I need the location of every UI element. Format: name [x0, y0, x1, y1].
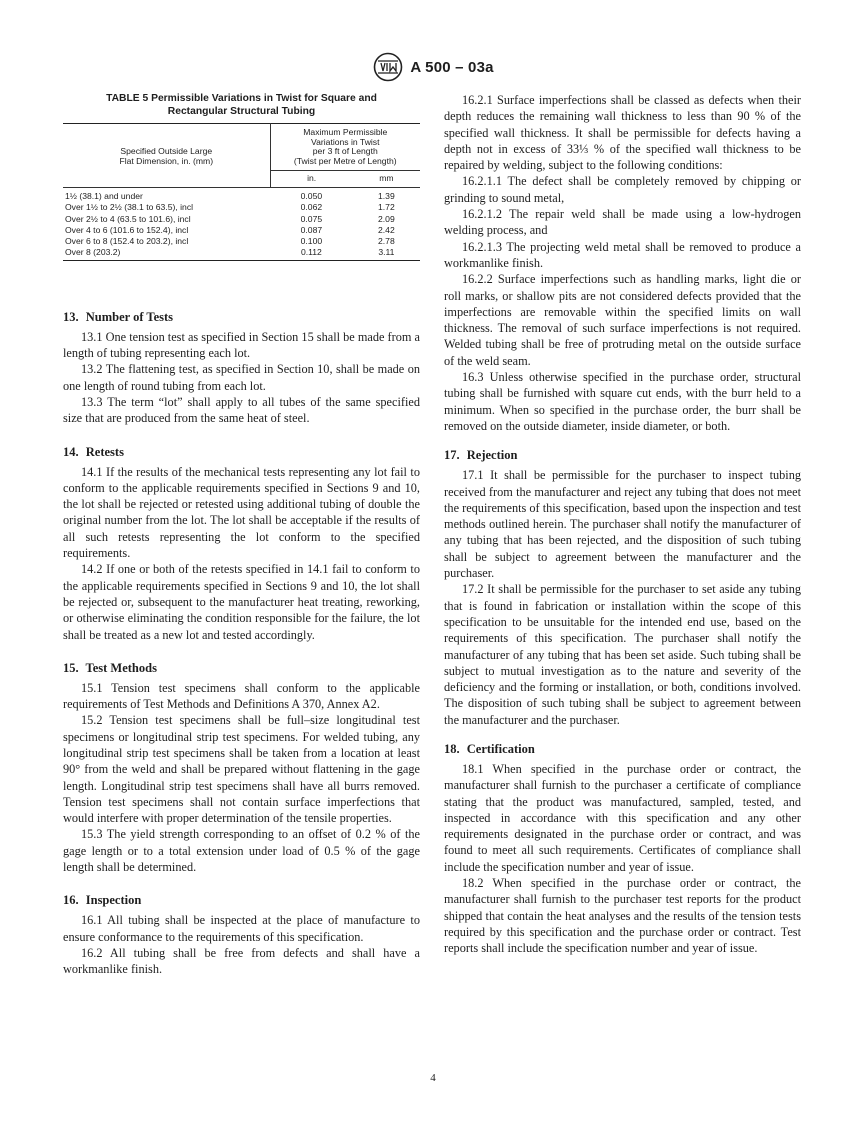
dimension-cell: 1½ (38.1) and under: [65, 190, 143, 201]
table-row: [63, 236, 420, 247]
paragraph-13-1: 13.1 One tension test as specified in Section 15 shall be made from a length of tubing representing each lot.: [63, 329, 420, 361]
twist-mm-cell: 3.11: [353, 247, 420, 260]
twist-in-cell: 0.075: [300, 213, 323, 224]
col2-header-line-1: Maximum Permissible: [303, 127, 388, 137]
paragraph-13-3: 13.3 The term “lot” shall apply to all tubes of the same specified size that are produced from the same heat of steel.: [63, 394, 420, 426]
twist-in-cell: 0.100: [300, 236, 323, 247]
section-17-heading: [444, 447, 801, 463]
right-column: [444, 92, 801, 957]
paragraph-16-2-1-2: 16.2.1.2 The repair weld shall be made using a low-hydrogen welding process, and: [444, 207, 801, 238]
section-title: Rejection: [466, 448, 518, 463]
page-number: 4: [430, 1072, 436, 1084]
section-number: 16.: [63, 893, 79, 908]
section-title: Number of Tests: [85, 309, 174, 324]
table-row: [63, 187, 420, 202]
dimension-cell: Over 8 (203.2): [63, 247, 270, 260]
document-designation: A 500 – 03a: [410, 58, 494, 76]
col1-header-line-1: Specified Outside Large: [120, 146, 213, 157]
section-number: 14.: [63, 444, 79, 459]
paragraph-18-2: 18.2 When specified in the purchase order or contract, the manufacturer shall furnish to the purchaser test reports for the product shipped that contain the heat analyses and the results of the tension tests required by this specification and the purchase order or contract. Test reports shall include the specification number and year of issue.: [444, 876, 801, 956]
paragraph-16-2-1: 16.2.1 Surface imperfections shall be classed as defects when their depth reduces the remaining wall thickness to less than 90 % of the specified wall thickness. It shall be permissible for defects having a depth not in excess of 33⅓ % of the specified wall thickness to be repaired by welding, subject to the following conditions:: [444, 93, 801, 173]
table-5-caption: [63, 92, 420, 118]
twist-mm-cell: 1.72: [378, 202, 395, 213]
section-title: Certification: [466, 741, 535, 756]
paragraph-15-2: 15.2 Tension test specimens shall be full–size longitudinal test specimens or longitudinal strip test specimens. For welded tubing, any longitudinal strip test specimens shall be taken from a location at least 90° from the weld and shall be prepared without flattening in the gage length. Longitudinal strip test specimens shall have all burrs removed. Tension test specimens shall not contain surface imperfections that would interfere with proper determination of the tensile properties.: [63, 713, 420, 826]
section-number: 17.: [444, 448, 460, 463]
paragraph-17-1: 17.1 It shall be permissible for the purchaser to inspect tubing received from the manufacturer and reject any tubing that does not meet the requirements of this specification, based upon the inspection and test methods outlined herein. The purchaser shall notify the manufacturer of any tubing that has been rejected, and the disposition of such tubing shall be subject to agreement between the manufacturer and the purchaser.: [444, 468, 801, 581]
unit-mm-header: mm: [353, 171, 420, 188]
twist-in-cell: 0.112: [270, 247, 353, 260]
table-row: [63, 247, 420, 260]
paragraph-14-1: 14.1 If the results of the mechanical tests representing any lot fail to conform to the applicable requirements specified in Sections 9 and 10, the lot shall be rejected or retested using additional tubing of double the original number from the lot. The lot shall be acceptable if the results of all such retests representing the lot conform to the specified requirements.: [63, 464, 420, 561]
col2-header-line-3: per 3 ft of Length: [312, 146, 378, 157]
section-number: 15.: [63, 660, 79, 675]
twist-mm-cell: 2.78: [378, 236, 395, 247]
section-number: 18.: [444, 741, 460, 756]
col2-header-line-4: (Twist per Metre of Length): [293, 155, 397, 166]
paragraph-16-1: 16.1 All tubing shall be inspected at the place of manufacture to ensure conformance to the requirements of this specification.: [63, 913, 420, 944]
column-header-variation: [270, 124, 420, 171]
section-title: Test Methods: [85, 660, 157, 675]
twist-mm-cell: 1.39: [378, 190, 395, 201]
paragraph-13-2: 13.2 The flattening test, as specified in Section 10, shall be made on one length of round tubing from each lot.: [63, 362, 420, 393]
astm-logo-icon: [372, 52, 404, 82]
column-header-dimension: [63, 124, 270, 188]
twist-mm-cell: 2.09: [378, 213, 395, 224]
dimension-cell: Over 4 to 6 (101.6 to 152.4), incl: [65, 224, 189, 235]
section-14-heading: [63, 444, 420, 460]
table-caption-line-1: TABLE 5 Permissible Variations in Twist for Square and: [106, 93, 377, 104]
twist-mm-cell: 2.42: [378, 224, 395, 235]
table-row: [63, 202, 420, 213]
col2-header-line-2: Variations in Twist: [311, 136, 380, 147]
paragraph-15-3: 15.3 The yield strength corresponding to an offset of 0.2 % of the gage length or to a total extension under load of 0.5 % of the gage length shall be determined.: [63, 827, 420, 875]
unit-in-header: in.: [270, 171, 353, 188]
paragraph-16-2-2: 16.2.2 Surface imperfections such as handling marks, light die or roll marks, or shallow pits are not considered defects provided that the imperfections are removable within the specified limits on wall thickness. The removal of such surface imperfections is not required. Welded tubing shall be free of protruding metal on the outside surface of the weld seam.: [444, 272, 801, 368]
table-row: [63, 225, 420, 236]
dimension-cell: Over 1½ to 2½ (38.1 to 63.5), incl: [65, 202, 194, 213]
section-13-heading: [63, 309, 420, 325]
paragraph-15-1: 15.1 Tension test specimens shall conform to the applicable requirements of Test Methods and Definitions A 370, Annex A2.: [63, 680, 420, 712]
paragraph-16-2-1-3: 16.2.1.3 The projecting weld metal shall be removed to produce a workmanlike finish.: [444, 239, 801, 270]
section-16-heading: [63, 892, 420, 908]
twist-in-cell: 0.050: [300, 190, 323, 201]
twist-in-cell: 0.062: [300, 202, 323, 213]
paragraph-14-2: 14.2 If one or both of the retests specified in 14.1 fail to conform to the applicable requirements specified in Sections 9 and 10, the lot shall be rejected or, subsequent to the manufacturer heat treating, reworking, or otherwise eliminating the condition responsible for the failure, the lot shall be treated as a new lot and tested accordingly.: [63, 562, 420, 642]
section-15-heading: [63, 660, 420, 676]
section-title: Retests: [85, 444, 124, 459]
section-title: Inspection: [85, 893, 142, 908]
page-header: [0, 52, 866, 82]
col1-header-line-2: Flat Dimension, in. (mm): [119, 155, 214, 166]
table-row: [63, 214, 420, 225]
paragraph-16-2-1-1: 16.2.1.1 The defect shall be completely removed by chipping or grinding to sound metal,: [444, 174, 801, 205]
paragraph-16-3: 16.3 Unless otherwise specified in the purchase order, structural tubing shall be furnished with square cut ends, with the burr held to a minimum. When so specified in the purchase order, the burr shall be removed on the outside diameter, inside diameter, or both.: [444, 370, 801, 433]
section-number: 13.: [63, 309, 79, 324]
dimension-cell: Over 2½ to 4 (63.5 to 101.6), incl: [65, 213, 191, 224]
table-caption-line-2: Rectangular Structural Tubing: [167, 106, 316, 117]
twist-variation-table: [63, 123, 420, 261]
paragraph-16-2: 16.2 All tubing shall be free from defects and shall have a workmanlike finish.: [63, 945, 420, 977]
twist-in-cell: 0.087: [300, 224, 323, 235]
section-18-heading: [444, 741, 801, 757]
dimension-cell: Over 6 to 8 (152.4 to 203.2), incl: [65, 236, 189, 247]
left-column: [63, 92, 420, 978]
paragraph-18-1: 18.1 When specified in the purchase order or contract, the manufacturer shall furnish to the purchaser a certificate of compliance stating that the product was manufactured, sampled, tested, and inspected in accordance with this specification and any other requirements designated in the purchase order or contract, and was found to meet all such requirements. Certificates of compliance shall include the specification number and year of issue.: [444, 761, 801, 874]
paragraph-17-2: 17.2 It shall be permissible for the purchaser to set aside any tubing that is found in fabrication or installation within the scope of this specification to be unsuitable for the intended end use, based on the requirements of this specification. The purchaser shall notify the manufacturer of any tubing that has been set aside. Such tubing shall be subject to mutual investigation as to the nature and severity of the deficiency and the forming or installation, or both, conditions involved. The disposition of such tubing shall be subject to agreement between the manufacturer and the purchaser.: [444, 582, 801, 727]
